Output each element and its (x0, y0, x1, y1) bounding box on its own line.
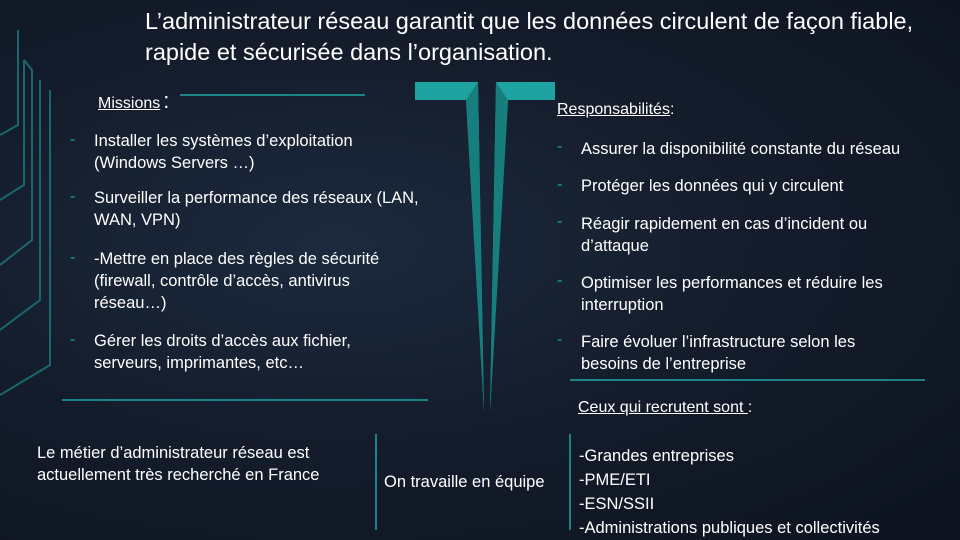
recruteurs-item: -Grandes entreprises (579, 447, 734, 465)
recruteurs-item: -ESN/SSII (579, 495, 655, 513)
bullet-dash: - (557, 138, 563, 155)
emblem-logo (415, 82, 555, 412)
bullet-dash: - (557, 176, 563, 193)
responsabilites-heading-wrap (557, 101, 674, 119)
bullet-dash: - (70, 188, 76, 205)
missions-item: Surveiller la performance des réseaux (LAN, WAN, VPN) (94, 189, 419, 229)
responsabilites-item: Assurer la disponibilité constante du réseau (581, 140, 901, 158)
missions-heading: Missions (98, 95, 161, 112)
equipe-text: On travaille en équipe (384, 473, 545, 491)
missions-heading-wrap (98, 88, 169, 114)
page-title: L’administrateur réseau garantit que les données circulent de façon fiable, rapide et sécurisée dans l’organisation. (145, 8, 914, 65)
missions-item: -Mettre en place des règles de sécurité (firewall, contrôle d’accès, antivirus réseau…) (94, 250, 380, 312)
bullet-dash: - (557, 213, 563, 230)
missions-item: Installer les systèmes d’exploitation (Windows Servers …) (94, 132, 353, 172)
bullet-dash: - (70, 249, 76, 266)
responsabilites-item: Protéger les données qui y circulent (581, 177, 844, 195)
metier-text: Le métier d’administrateur réseau est actuellement très recherché en France (37, 444, 320, 484)
missions-item: Gérer les droits d’accès aux fichier, serveurs, imprimantes, etc… (94, 332, 351, 372)
responsabilites-heading: Responsabilités (557, 101, 670, 118)
bullet-dash: - (70, 331, 76, 348)
responsabilites-item: Réagir rapidement en cas d’incident ou d’attaque (581, 215, 868, 255)
recruteurs-heading: Ceux qui recrutent sont (578, 399, 748, 416)
recruteurs-item: -PME/ETI (579, 471, 651, 489)
bullet-dash: - (70, 131, 76, 148)
recruteurs-list (579, 444, 949, 540)
bullet-dash: - (557, 272, 563, 289)
bullet-dash: - (557, 331, 563, 348)
responsabilites-colon: : (669, 101, 675, 118)
recruteurs-heading-wrap (578, 399, 752, 417)
missions-colon: : (163, 88, 170, 113)
responsabilites-item: Optimiser les performances et réduire les interruption (581, 274, 883, 314)
responsabilites-item: Faire évoluer l’infrastructure selon les besoins de l’entreprise (581, 333, 856, 373)
recruteurs-colon: : (747, 399, 753, 416)
recruteurs-item: -Administrations publiques et collectivités (579, 519, 880, 537)
